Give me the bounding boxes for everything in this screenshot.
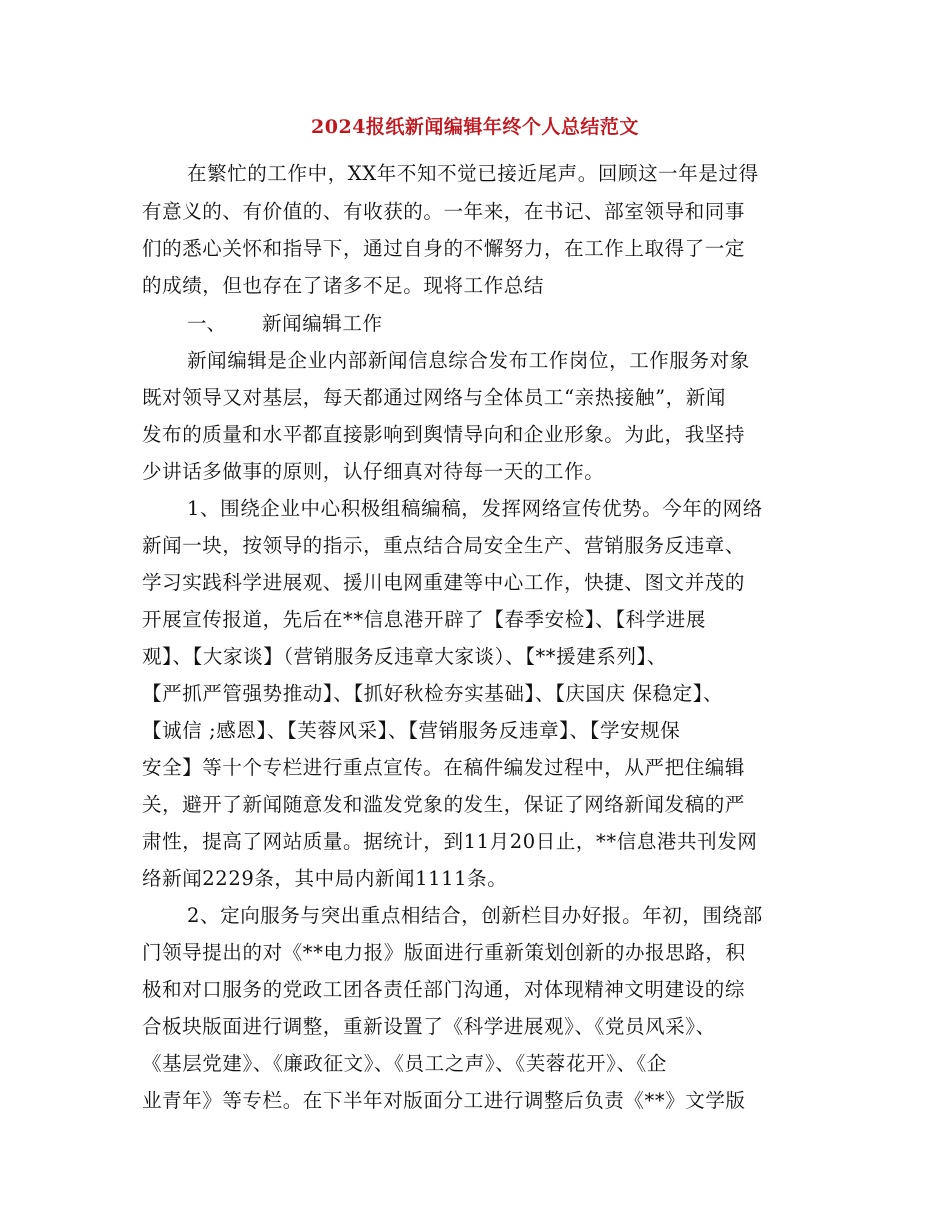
item1-line-3: 学习实践科学进展观、援川电网重建等中心工作，快捷、图文并茂的 xyxy=(142,571,746,594)
intro-line-2: 有意义的、有价值的、有收获的。一年来，在书记、部室领导和同事 xyxy=(142,200,746,223)
item1-line-11: 络新闻2229条，其中局内新闻1111条。 xyxy=(142,867,508,890)
item2-line-4: 合板块版面进行调整，重新设置了《科学进展观》、《党员风采》、 xyxy=(142,1015,716,1038)
editing-line-2: 既对领导又对基层，每天都通过网络与全体员工“亲热接触”，新闻 xyxy=(142,386,726,409)
item1-line-2: 新闻一块，按领导的指示，重点结合局安全生产、营销服务反违章、 xyxy=(142,534,746,557)
item2-line-5: 《基层党建》、《廉政征文》、《员工之声》、《芙蓉花开》、《企 xyxy=(142,1052,668,1075)
item2-line-1: 2、定向服务与突出重点相结合，创新栏目办好报。年初，围绕部 xyxy=(187,904,763,927)
section-heading: 新闻编辑工作 xyxy=(262,312,383,335)
item2-line-3: 极和对口服务的党政工团各责任部门沟通，对体现精神文明建设的综 xyxy=(142,978,746,1001)
section-number: 一、 xyxy=(187,312,227,335)
item1-line-4: 开展宣传报道，先后在**信息港开辟了【春季安检】、【科学进展 xyxy=(142,608,707,631)
editing-line-1: 新闻编辑是企业内部新闻信息综合发布工作岗位，工作服务对象 xyxy=(187,349,750,372)
editing-line-4: 少讲话多做事的原则，认仔细真对待每一天的工作。 xyxy=(142,460,605,483)
intro-line-1: 在繁忙的工作中，XX年不知不觉已接近尾声。回顾这一年是过得 xyxy=(187,162,759,185)
item2-line-2: 门领导提出的对《**电力报》版面进行重新策划创新的办报思路，积 xyxy=(142,941,746,964)
intro-line-3: 们的悉心关怀和指导下，通过自身的不懈努力，在工作上取得了一定 xyxy=(142,237,746,260)
item1-line-8: 安全】等十个专栏进行重点宣传。在稿件编发过程中，从严把住编辑 xyxy=(142,756,746,779)
editing-line-3: 发布的质量和水平都直接影响到舆情导向和企业形象。为此，我坚持 xyxy=(142,423,746,446)
intro-line-4: 的成绩，但也存在了诸多不足。现将工作总结 xyxy=(142,274,545,297)
item1-line-10: 肃性，提高了网站质量。据统计，到11月20日止，**信息港共刊发网 xyxy=(142,830,758,853)
item1-line-9: 关，避开了新闻随意发和滥发党象的发生，保证了网络新闻发稿的严 xyxy=(142,793,746,816)
item1-line-1: 1、围绕企业中心积极组稿编稿，发挥网络宣传优势。今年的网络 xyxy=(187,497,763,520)
item1-line-5: 观】、【大家谈】（营销服务反违章大家谈）、【**援建系列】、 xyxy=(142,645,668,668)
item1-line-6: 【严抓严管强势推动】、【抓好秋检夯实基础】、【庆国庆 保稳定】、 xyxy=(142,682,724,705)
item2-line-6: 业青年》等专栏。在下半年对版面分工进行调整后负责《**》文学版 xyxy=(142,1089,746,1112)
document-title: 2024报纸新闻编辑年终个人总结范文 xyxy=(311,116,639,138)
item1-line-7: 【诚信 ;感恩】、【芙蓉风采】、【营销服务反违章】、【学安规保 xyxy=(142,719,681,742)
